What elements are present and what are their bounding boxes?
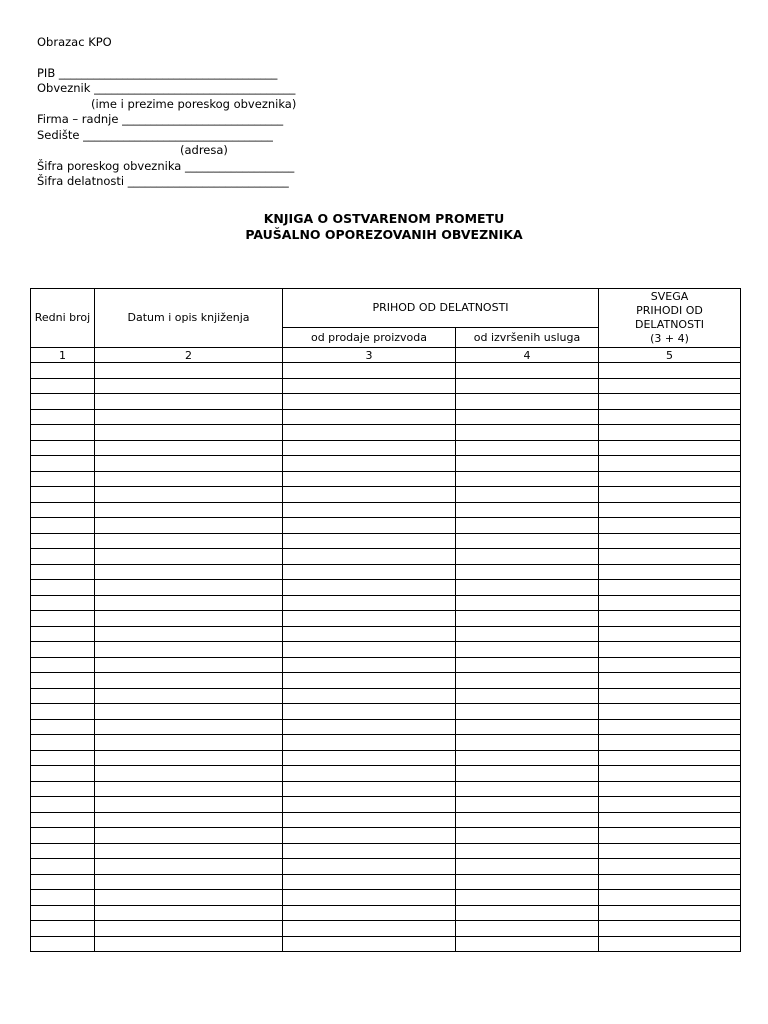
table-cell [599, 642, 741, 658]
table-cell [599, 487, 741, 503]
table-cell [456, 378, 599, 394]
table-cell [31, 425, 95, 441]
table-cell [95, 735, 283, 751]
table-cell [599, 502, 741, 518]
table-cell [95, 611, 283, 627]
table-cell [456, 797, 599, 813]
table-cell [95, 874, 283, 890]
table-cell [283, 797, 456, 813]
table-cell [456, 905, 599, 921]
table-cell [599, 905, 741, 921]
table-cell [95, 378, 283, 394]
table-cell [599, 378, 741, 394]
table-row [31, 580, 741, 596]
table-row [31, 549, 741, 565]
table-cell [283, 859, 456, 875]
table-cell [283, 626, 456, 642]
table-cell [283, 564, 456, 580]
table-cell [283, 905, 456, 921]
table-cell [31, 781, 95, 797]
table-cell [599, 673, 741, 689]
table-cell [283, 750, 456, 766]
table-cell [599, 425, 741, 441]
table-cell [283, 921, 456, 937]
table-cell [95, 518, 283, 534]
table-cell [31, 533, 95, 549]
table-row [31, 750, 741, 766]
table-cell [283, 812, 456, 828]
table-cell [599, 440, 741, 456]
table-cell [31, 487, 95, 503]
table-cell [95, 642, 283, 658]
table-cell [599, 595, 741, 611]
table-cell [456, 843, 599, 859]
table-cell [95, 487, 283, 503]
table-cell [95, 843, 283, 859]
table-row [31, 440, 741, 456]
table-cell [31, 626, 95, 642]
table-cell [599, 797, 741, 813]
table-cell [31, 719, 95, 735]
table-cell [95, 921, 283, 937]
table-cell [95, 688, 283, 704]
table-cell [456, 936, 599, 952]
table-cell [31, 580, 95, 596]
table-cell [283, 766, 456, 782]
table-cell [283, 425, 456, 441]
table-row [31, 812, 741, 828]
column-number: 5 [599, 348, 741, 363]
table-row [31, 626, 741, 642]
table-cell [31, 688, 95, 704]
table-cell [95, 859, 283, 875]
table-cell [31, 471, 95, 487]
table-cell [283, 440, 456, 456]
table-cell [31, 905, 95, 921]
header-datum-opis: Datum i opis knjiženja [95, 289, 283, 348]
table-row [31, 719, 741, 735]
table-cell [456, 890, 599, 906]
table-cell [283, 828, 456, 844]
table-cell [31, 363, 95, 379]
table-cell [599, 611, 741, 627]
table-cell [31, 595, 95, 611]
table-row [31, 378, 741, 394]
table-cell [599, 874, 741, 890]
table-cell [31, 766, 95, 782]
table-cell [31, 859, 95, 875]
table-cell [456, 766, 599, 782]
table-cell [31, 843, 95, 859]
table-cell [456, 549, 599, 565]
table-cell [599, 735, 741, 751]
table-cell [599, 936, 741, 952]
table-cell [283, 890, 456, 906]
table-cell [95, 440, 283, 456]
table-cell [283, 657, 456, 673]
table-cell [283, 735, 456, 751]
table-cell [95, 781, 283, 797]
table-cell [31, 735, 95, 751]
table-cell [456, 657, 599, 673]
table-cell [456, 502, 599, 518]
spacer [37, 51, 296, 66]
table-cell [283, 595, 456, 611]
table-cell [31, 890, 95, 906]
title-line-2: PAUŠALNO OPOREZOVANIH OBVEZNIKA [245, 227, 523, 242]
table-cell [599, 363, 741, 379]
table-cell [456, 719, 599, 735]
form-name: Obrazac KPO [37, 35, 112, 49]
table-cell [31, 936, 95, 952]
table-cell [95, 766, 283, 782]
table-cell [599, 859, 741, 875]
table-cell [456, 533, 599, 549]
table-cell [95, 564, 283, 580]
table-cell [95, 363, 283, 379]
table-cell [599, 533, 741, 549]
table-row [31, 735, 741, 751]
table-cell [283, 642, 456, 658]
table-cell [31, 456, 95, 472]
table-row [31, 688, 741, 704]
table-cell [95, 549, 283, 565]
table-cell [456, 471, 599, 487]
table-row [31, 828, 741, 844]
table-cell [95, 456, 283, 472]
sifra-delatnosti-field: Šifra delatnosti ____________________________ [37, 174, 289, 188]
table-cell [31, 502, 95, 518]
table-row [31, 394, 741, 410]
table-row [31, 673, 741, 689]
table-row [31, 533, 741, 549]
table-cell [95, 425, 283, 441]
table-cell [283, 704, 456, 720]
table-cell [456, 781, 599, 797]
table-row [31, 797, 741, 813]
table-cell [599, 921, 741, 937]
table-cell [599, 456, 741, 472]
table-cell [599, 549, 741, 565]
table-cell [456, 750, 599, 766]
table-cell [599, 518, 741, 534]
table-cell [456, 456, 599, 472]
table-cell [31, 549, 95, 565]
table-cell [95, 673, 283, 689]
table-row [31, 487, 741, 503]
table-cell [456, 487, 599, 503]
table-row [31, 781, 741, 797]
table-cell [456, 921, 599, 937]
table-row [31, 921, 741, 937]
table-cell [456, 440, 599, 456]
form-header [37, 35, 296, 190]
table-cell [283, 611, 456, 627]
table-cell [31, 378, 95, 394]
table-cell [31, 750, 95, 766]
column-number: 2 [95, 348, 283, 363]
table-cell [95, 750, 283, 766]
table-cell [456, 564, 599, 580]
table-row [31, 611, 741, 627]
column-number: 1 [31, 348, 95, 363]
table-row [31, 595, 741, 611]
table-cell [599, 828, 741, 844]
table-cell [456, 363, 599, 379]
table-cell [95, 595, 283, 611]
table-cell [283, 518, 456, 534]
obveznik-field: Obveznik ___________________________________ [37, 81, 296, 95]
sediste-hint: (adresa) [180, 143, 228, 157]
table-row [31, 471, 741, 487]
table-row [31, 843, 741, 859]
table-cell [95, 812, 283, 828]
table-cell [31, 518, 95, 534]
header-prihod: PRIHOD OD DELATNOSTI [283, 289, 599, 328]
table-cell [31, 921, 95, 937]
table-row [31, 704, 741, 720]
table-cell [31, 704, 95, 720]
table-cell [95, 828, 283, 844]
table-cell [95, 502, 283, 518]
table-row [31, 874, 741, 890]
table-cell [95, 704, 283, 720]
table-cell [95, 797, 283, 813]
table-cell [456, 828, 599, 844]
table-cell [95, 394, 283, 410]
table-cell [599, 781, 741, 797]
table-cell [31, 440, 95, 456]
table-cell [31, 874, 95, 890]
table-cell [283, 936, 456, 952]
header-redni-broj: Redni broj [31, 289, 95, 348]
table-cell [283, 688, 456, 704]
table-cell [283, 502, 456, 518]
table-cell [456, 580, 599, 596]
table-cell [599, 626, 741, 642]
table-cell [283, 487, 456, 503]
table-row [31, 766, 741, 782]
table-cell [599, 409, 741, 425]
table-cell [95, 890, 283, 906]
table-cell [283, 471, 456, 487]
table-cell [31, 409, 95, 425]
table-cell [456, 704, 599, 720]
table-cell [283, 394, 456, 410]
table-cell [283, 378, 456, 394]
table-cell [95, 936, 283, 952]
table-cell [456, 688, 599, 704]
table-row [31, 890, 741, 906]
sediste-field: Sedište _________________________________ [37, 127, 273, 142]
table-cell [31, 797, 95, 813]
table-cell [599, 719, 741, 735]
table-cell [283, 533, 456, 549]
table-cell [456, 394, 599, 410]
table-row [31, 905, 741, 921]
table-cell [31, 673, 95, 689]
table-cell [456, 673, 599, 689]
table-cell [31, 657, 95, 673]
column-number: 3 [283, 348, 456, 363]
table-cell [456, 518, 599, 534]
table-cell [95, 471, 283, 487]
table-cell [456, 859, 599, 875]
table-row [31, 564, 741, 580]
table-cell [456, 626, 599, 642]
header-prihod-usluga: od izvršenih usluga [456, 328, 599, 348]
column-number-row [31, 348, 741, 363]
table-cell [31, 642, 95, 658]
header-prihod-proizvoda: od prodaje proizvoda [283, 328, 456, 348]
table-row [31, 518, 741, 534]
table-cell [283, 549, 456, 565]
ledger-body [31, 363, 741, 952]
title-line-1: KNJIGA O OSTVARENOM PROMETU [263, 211, 505, 226]
table-cell [599, 580, 741, 596]
table-cell [95, 533, 283, 549]
table-cell [599, 471, 741, 487]
table-row [31, 456, 741, 472]
table-cell [283, 874, 456, 890]
table-cell [31, 812, 95, 828]
table-cell [599, 688, 741, 704]
table-row [31, 425, 741, 441]
table-cell [283, 781, 456, 797]
column-number: 4 [456, 348, 599, 363]
table-cell [283, 363, 456, 379]
table-cell [283, 580, 456, 596]
table-cell [283, 673, 456, 689]
obveznik-hint: (ime i prezime poreskog obveznika) [91, 96, 297, 111]
table-cell [599, 657, 741, 673]
table-cell [31, 828, 95, 844]
table-row [31, 363, 741, 379]
table-cell [599, 890, 741, 906]
table-cell [95, 409, 283, 425]
table-cell [283, 843, 456, 859]
table-cell [599, 564, 741, 580]
table-row [31, 657, 741, 673]
table-cell [599, 704, 741, 720]
table-cell [31, 394, 95, 410]
table-cell [456, 611, 599, 627]
table-row [31, 642, 741, 658]
table-row [31, 502, 741, 518]
table-cell [95, 719, 283, 735]
table-cell [456, 874, 599, 890]
firma-field: Firma – radnje ____________________________ [37, 112, 284, 126]
table-cell [95, 580, 283, 596]
table-cell [599, 812, 741, 828]
table-cell [31, 611, 95, 627]
ledger-table [30, 288, 741, 952]
table-cell [599, 750, 741, 766]
sifra-obveznika-field: Šifra poreskog obveznika ___________________ [37, 158, 295, 173]
table-cell [599, 394, 741, 410]
table-cell [456, 735, 599, 751]
table-row [31, 859, 741, 875]
table-cell [456, 425, 599, 441]
table-cell [95, 626, 283, 642]
table-row [31, 936, 741, 952]
table-cell [599, 766, 741, 782]
table-cell [456, 812, 599, 828]
table-cell [456, 595, 599, 611]
table-cell [95, 657, 283, 673]
table-row [31, 409, 741, 425]
header-svega: SVEGA PRIHODI OD DELATNOSTI (3 + 4) [599, 289, 741, 348]
table-cell [599, 843, 741, 859]
table-cell [456, 642, 599, 658]
table-cell [456, 409, 599, 425]
table-cell [31, 564, 95, 580]
table-cell [95, 905, 283, 921]
table-cell [283, 719, 456, 735]
pib-field: PIB ______________________________________ [37, 65, 278, 80]
table-cell [283, 409, 456, 425]
table-cell [283, 456, 456, 472]
document-title [0, 211, 768, 243]
